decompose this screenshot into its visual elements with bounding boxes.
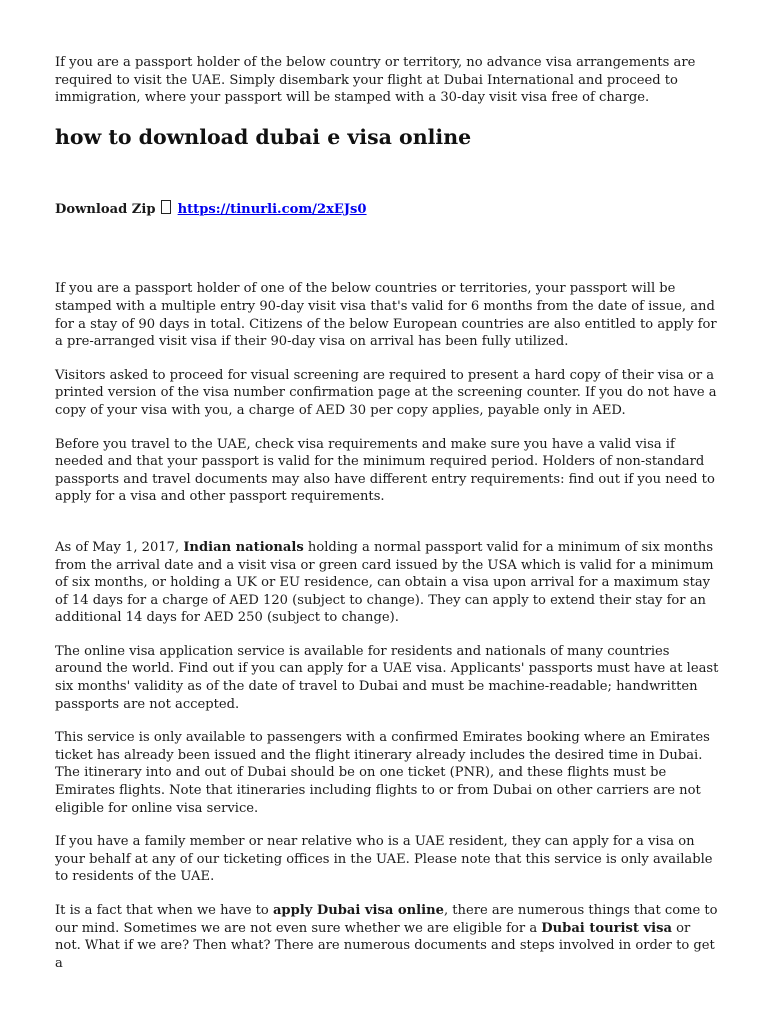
document-page [55, 54, 720, 972]
paragraph-visual-screening: Visitors asked to proceed for visual screening are required to present a hard copy of their visa or a printed version of the visa number confirmation page at the screening counter. If you do not have a copy of your visa with you, a charge of AED 30 per copy applies, payable only in AED. [55, 367, 717, 418]
indian-nationals-bold: Indian nationals [183, 539, 304, 555]
download-link[interactable]: https://tinurli.com/2xEJs0 [177, 201, 367, 217]
page-title: how to download dubai e visa online [55, 124, 472, 149]
paragraph-indian-nationals [55, 539, 720, 627]
download-line [55, 200, 720, 219]
indian-nationals-intro: As of May 1, 2017, [55, 539, 184, 555]
apply-online-end: or not. What if we are? Then what? There are numerous documents and steps involved in order to get a [55, 920, 715, 971]
indian-nationals-body: holding a normal passport valid for a minimum of six months from the arrival date and a visit visa or green card issued by the USA which is valid for a minimum of six months, or holding a UK or EU residence, can obtain a visa upon arrival for a maximum stay of 14 days for a charge of AED 120 (subject to change). They can apply to extend their stay for an additional 14 days for AED 250 (subject to change). [55, 539, 714, 626]
paragraph-multiple-entry: If you are a passport holder of one of the below countries or territories, your passport will be stamped with a multiple entry 90-day visit visa that's valid for 6 months from the date of issue, and for a stay of 90 days in total. Citizens of the below European countries are also entitled to apply for a pre-arranged visit visa if their 90-day visa on arrival has been fully utilized. [55, 281, 717, 350]
paragraph-apply-online [55, 902, 720, 972]
missing-glyph-icon [161, 200, 171, 214]
paragraph-family-member: If you have a family member or near relative who is a UAE resident, they can apply for a visa on your behalf at any of our ticketing offices in the UAE. Please note that this service is only available to residents of the UAE. [55, 834, 713, 885]
apply-online-intro: It is a fact that when we have to [55, 903, 273, 918]
apply-online-middle: , there are numerous things that come to our mind. Sometimes we are not even sure whether we are eligible for a [55, 903, 718, 936]
paragraph-online-service: The online visa application service is available for residents and nationals of many countries around the world. Find out if you can apply for a UAE visa. Applicants' passports must have at least six months' validity as of the date of travel to Dubai and must be machine-readable; handwritten passports are not accepted. [55, 643, 719, 712]
download-label: Download Zip [55, 201, 156, 217]
paragraph-emirates-booking: This service is only available to passengers with a confirmed Emirates booking where an Emirates ticket has already been issued and the flight itinerary already includes the desired time in Dubai. The itinerary into and out of Dubai should be on one ticket (PNR), and these flights must be Emirates flights. Note that itineraries including flights to or from Dubai on other carriers are not eligible for online visa service. [55, 730, 710, 816]
paragraph-before-travel: Before you travel to the UAE, check visa requirements and make sure you have a valid visa if needed and that your passport is valid for the minimum required period. Holders of non-standard passports and travel documents may also have different entry requirements: find out if you need to apply for a visa and other passport requirements. [55, 436, 715, 505]
apply-online-bold: apply Dubai visa online [272, 903, 444, 918]
intro-paragraph: If you are a passport holder of the below country or territory, no advance visa arrangements are required to visit the UAE. Simply disembark your flight at Dubai International and proceed to immigration, where your passport will be stamped with a 30-day visit visa free of charge. [55, 55, 696, 106]
tourist-visa-bold: Dubai tourist visa [541, 920, 672, 936]
